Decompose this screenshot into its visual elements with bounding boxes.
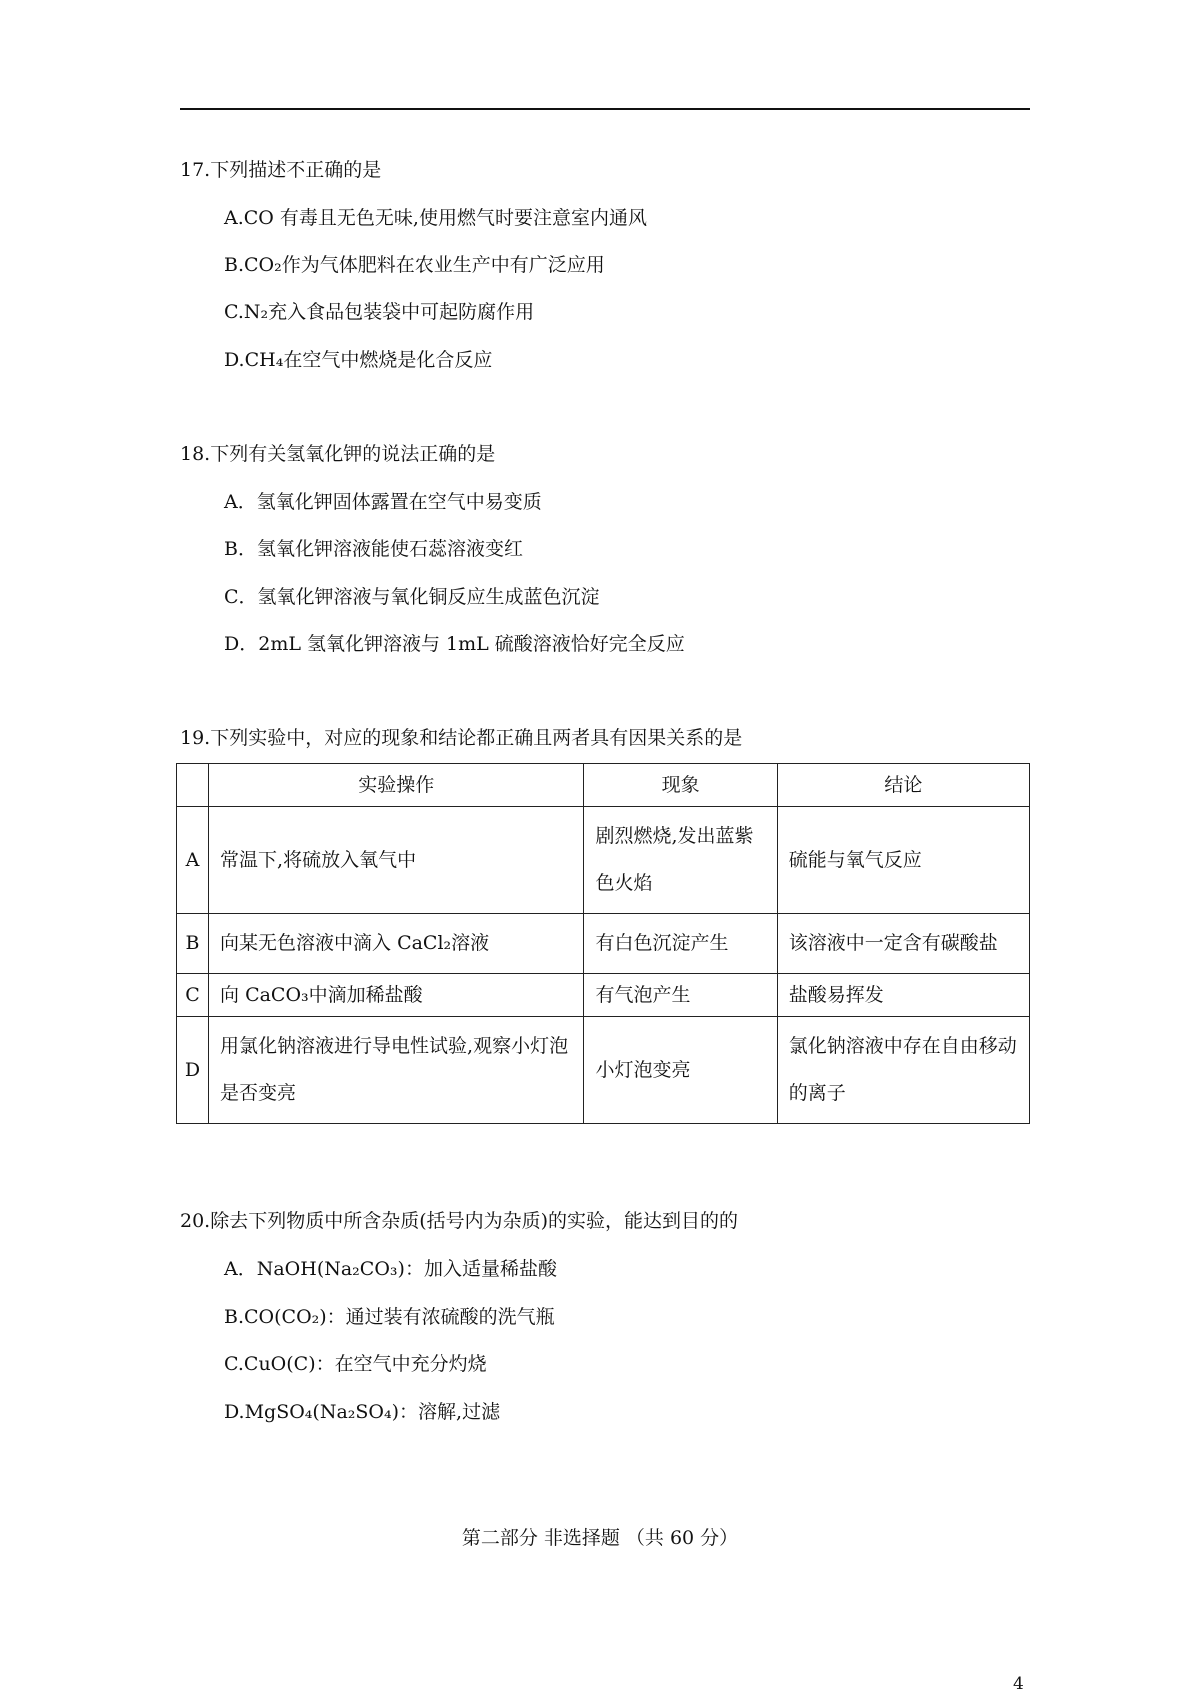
question-19-stem: 19.下列实验中，对应的现象和结论都正确且两者具有因果关系的是 <box>180 727 743 749</box>
question-18-stem: 18.下列有关氢氧化钾的说法正确的是 <box>180 443 496 465</box>
table-row <box>177 914 1030 974</box>
row-key: A <box>177 807 209 914</box>
question-17-option-a: A.CO 有毒且无色无味,使用燃气时要注意室内通风 <box>224 207 647 229</box>
row-conclusion: 硫能与氧气反应 <box>777 807 1029 914</box>
header-phenomenon: 现象 <box>584 764 777 807</box>
table-row <box>177 807 1030 914</box>
question-18-option-c: C．氢氧化钾溶液与氧化铜反应生成蓝色沉淀 <box>224 586 600 608</box>
row-phenomenon: 小灯泡变亮 <box>584 1017 777 1124</box>
row-key: B <box>177 914 209 974</box>
row-phenomenon: 剧烈燃烧,发出蓝紫色火焰 <box>584 807 777 914</box>
header-rule <box>180 108 1030 110</box>
question-18-option-b: B．氢氧化钾溶液能使石蕊溶液变红 <box>224 538 523 560</box>
page-number: 4 <box>1013 1674 1024 1694</box>
header-conclusion: 结论 <box>777 764 1029 807</box>
question-20-option-d: D.MgSO₄(Na₂SO₄)：溶解,过滤 <box>224 1401 501 1423</box>
row-phenomenon: 有白色沉淀产生 <box>584 914 777 974</box>
question-20-stem: 20.除去下列物质中所含杂质(括号内为杂质)的实验，能达到目的的 <box>180 1210 739 1232</box>
table-header-row <box>177 764 1030 807</box>
section-title: 第二部分 非选择题 （共 60 分） <box>461 1527 739 1549</box>
question-18-option-d: D．2mL 氢氧化钾溶液与 1mL 硫酸溶液恰好完全反应 <box>224 633 685 655</box>
row-conclusion: 氯化钠溶液中存在自由移动的离子 <box>777 1017 1029 1124</box>
question-17-stem: 17.下列描述不正确的是 <box>180 159 382 181</box>
row-operation: 向 CaCO₃中滴加稀盐酸 <box>209 974 584 1017</box>
row-phenomenon: 有气泡产生 <box>584 974 777 1017</box>
row-conclusion: 盐酸易挥发 <box>777 974 1029 1017</box>
question-17-option-b: B.CO₂作为气体肥料在农业生产中有广泛应用 <box>224 254 605 276</box>
table-row <box>177 974 1030 1017</box>
experiment-table <box>176 763 1030 1124</box>
question-17-option-d: D.CH₄在空气中燃烧是化合反应 <box>224 349 493 371</box>
question-20-option-b: B.CO(CO₂)：通过装有浓硫酸的洗气瓶 <box>224 1306 555 1328</box>
question-20-option-a: A．NaOH(Na₂CO₃)：加入适量稀盐酸 <box>224 1258 557 1280</box>
header-operation: 实验操作 <box>209 764 584 807</box>
row-conclusion: 该溶液中一定含有碳酸盐 <box>777 914 1029 974</box>
question-20-option-c: C.CuO(C)：在空气中充分灼烧 <box>224 1353 487 1375</box>
row-key: D <box>177 1017 209 1124</box>
header-blank-cell <box>177 764 209 807</box>
table-row <box>177 1017 1030 1124</box>
row-key: C <box>177 974 209 1017</box>
row-operation: 用氯化钠溶液进行导电性试验,观察小灯泡是否变亮 <box>209 1017 584 1124</box>
row-operation: 向某无色溶液中滴入 CaCl₂溶液 <box>209 914 584 974</box>
row-operation: 常温下,将硫放入氧气中 <box>209 807 584 914</box>
question-18-option-a: A．氢氧化钾固体露置在空气中易变质 <box>224 491 542 513</box>
question-17-option-c: C.N₂充入食品包装袋中可起防腐作用 <box>224 301 535 323</box>
